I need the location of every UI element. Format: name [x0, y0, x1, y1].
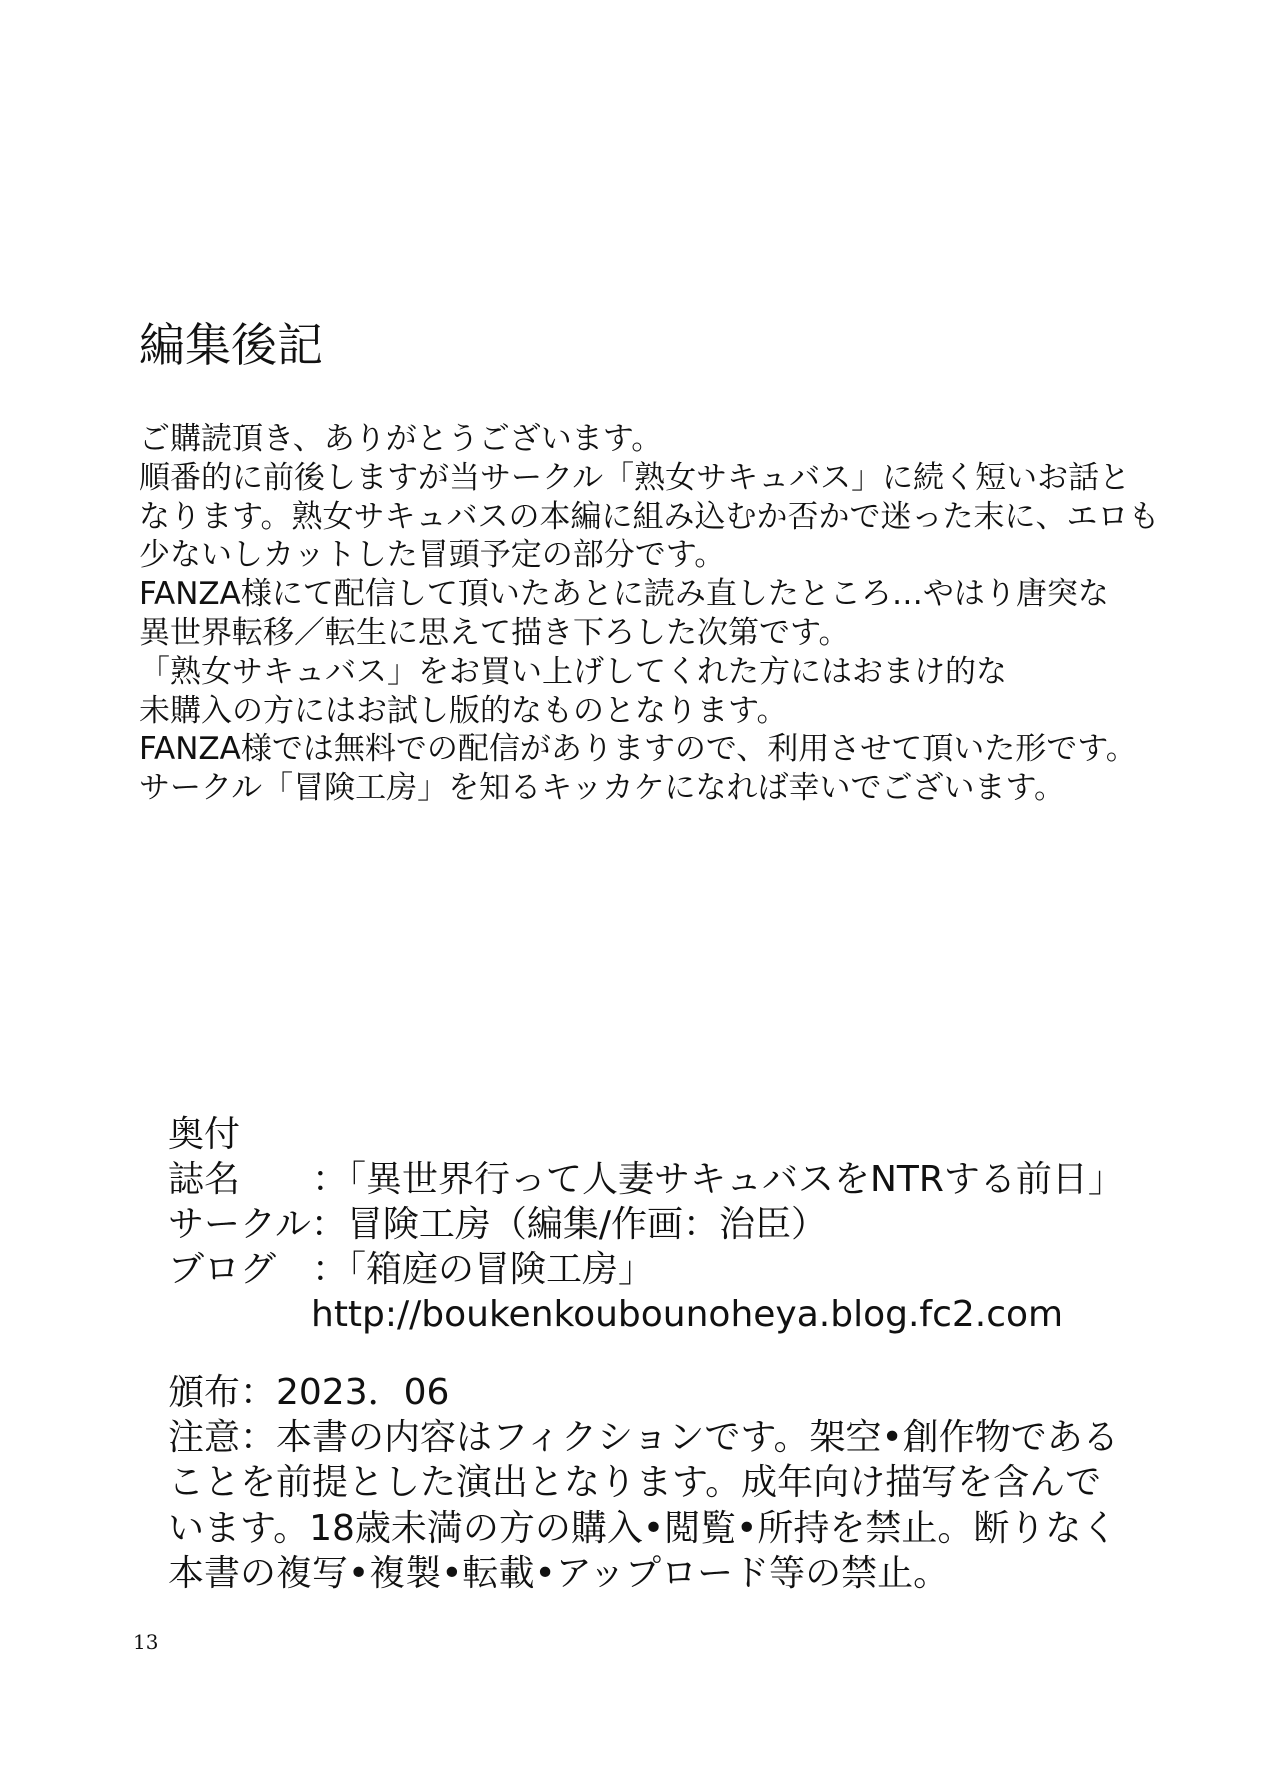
afterword-heading: 編集後記	[139, 318, 323, 372]
afterword-line: FANZA様では無料での配信がありますので、利用させて頂いた形です。	[139, 731, 1137, 768]
colophon-title: 奥付	[168, 1114, 241, 1155]
colophon-magazine: 誌名 ：「異世界行って人妻サキュバスをNTRする前日」	[168, 1159, 1124, 1200]
afterword-line: 異世界転移／転生に思えて描き下ろした次第です。	[139, 614, 850, 651]
notes-line: 注意：本書の内容はフィクションです。架空•創作物である	[168, 1417, 1119, 1459]
afterword-line: 少ないしカットした冒頭予定の部分です。	[139, 537, 726, 574]
notes-line: 本書の複写•複製•転載•アップロード等の禁止。	[168, 1552, 950, 1594]
afterword-line: ご購読頂き、ありがとうございます。	[139, 421, 663, 457]
afterword-line: 「熟女サキュバス」をお買い上げしてくれた方にはおまけ的な	[139, 653, 1007, 690]
afterword-line: FANZA様にて配信して頂いたあとに読み直したところ…やはり唐突な	[139, 576, 1109, 613]
page-number: 13	[133, 1630, 159, 1654]
distribution-notes	[168, 1370, 1119, 1596]
afterword-line: なります。熟女サキュバスの本編に組み込むか否かで迷った末に、エロも	[139, 498, 1160, 535]
colophon	[168, 1112, 1124, 1337]
notes-line: います。18歳未満の方の購入•閲覧•所持を禁止。断りなく	[168, 1507, 1118, 1549]
afterword-line: 未購入の方にはお試し版的なものとなります。	[139, 692, 788, 729]
afterword-text	[139, 420, 1160, 808]
afterword-line: 順番的に前後しますが当サークル「熟女サキュバス」に続く短いお話と	[139, 459, 1131, 496]
notes-line: 頒布：2023．06	[168, 1372, 450, 1413]
notes-line: ことを前提とした演出となります。成年向け描写を含んで	[168, 1462, 1102, 1504]
colophon-blog: ブログ ：「箱庭の冒険工房」	[168, 1249, 655, 1290]
colophon-blog-url: http://boukenkoubounoheya.blog.fc2.com	[311, 1294, 1064, 1335]
colophon-circle: サークル：冒険工房（編集/作画：治臣）	[168, 1204, 828, 1245]
afterword-line: サークル「冒険工房」を知るキッカケになれば幸いでございます。	[139, 770, 1065, 807]
